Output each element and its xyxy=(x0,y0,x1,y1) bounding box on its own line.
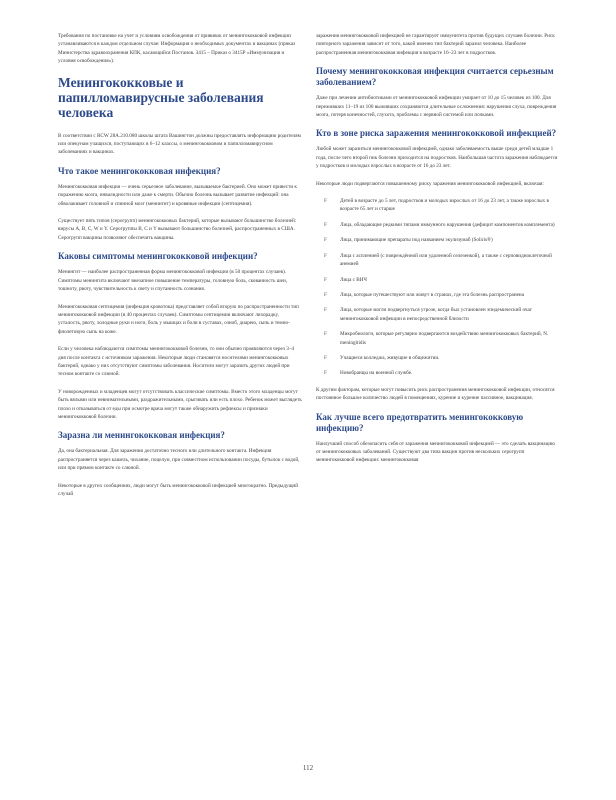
symptoms-paragraph-1: Менингит — наиболее распространенная форма менингококковой инфекции (в 50 процентах случаев). Симптомы менингита включают внезапное повышение температуры, головную боль, скованность шеи, тошноту, рвоту, чувствительность к свету и спутанность сознания. xyxy=(58,269,288,293)
what-paragraph-1: Менингококковая инфекция — очень серьезное заболевание, вызываемое бактерией. Оно может привести к поражению мозга, инвалидности или даже к смерти. Обычно болезнь вызывает развитие инфекций: она обволакивает головной и спинной мозг (менингит) и кровяные инфекции (септицемия). xyxy=(58,183,297,207)
risk-list xyxy=(316,197,560,378)
list-item: F Лица с ВИЧ xyxy=(316,276,560,284)
serious-paragraph: Даже при лечении антибиотиками от менингококковой инфекции умирает от 10 до 15 человек из 100. Для переживших 11–19 из 100 выживших сохраняются длительные осложнения: нарушения слуха, повреждения мозга, потеря конечностей, глухота, проблемы с нервной системой или почками. xyxy=(316,95,557,119)
symptoms-paragraph-3: Если у человека наблюдаются симптомы менингококковой болезни, то они обычно проявляются через 3–4 дня после контакта с источником заражения. Некоторые люди становятся носителями менингококковых бактерий, однако у них отсутствуют симптомы заболевания. Носители могут заразить других людей при тесном контакте со слюной. xyxy=(58,346,295,378)
page-title: Менингококковые и папилломавирусные заболевания человека xyxy=(58,74,264,120)
list-item: F Микробиологи, которые регулярно подвергаются воздействию менингококковых бактерий, N. meningitidis xyxy=(316,330,560,347)
list-item: F Детей в возрасте до 5 лет, подростков и молодых взрослых от 16 до 23 лет, а также взрослых в возрасте 65 лет и старше xyxy=(316,197,560,214)
symptoms-paragraph-4: У новорожденных и младенцев могут отсутствовать классические симптомы. Вместо этого младенцы могут быть вялыми или невнимательными, раздражительными, срыгивать или есть плохо. Ребенок может выглядеть плохо и отказываться от еды при осмотре врача могут также обнаружить рефлексы и признаки менингококковой болезни. xyxy=(58,388,302,420)
list-item: F Лица с аспленией (с повреждённой или удаленной селезенкой), а также с серповидноклеточной анемией xyxy=(316,252,560,269)
heading-symptoms: Каковы симптомы менингококковой инфекции? xyxy=(58,251,258,262)
heading-risk: Кто в зоне риска заражения менингококковой инфекцией? xyxy=(316,128,557,139)
list-item: F Учащиеся колледжа, живущие в общежитии. xyxy=(316,354,560,362)
heading-what-is: Что такое менингококковая инфекция? xyxy=(58,165,221,176)
list-item: F Новобранцы на военной службе. xyxy=(316,369,560,377)
contagious-paragraph-2: Некоторые в других сообщениях, люди могут быть менингококковой инфекцией многократно. Предыдущий случай xyxy=(58,482,298,497)
prevent-paragraph: Наилучший способ обезопасить себя от заражения менингококковой инфекцией — это сделать вакцинацию от менингококковых заболеваний. Существуют два типа вакцин против нескольких серогрупп менингококковой инфекции: менингококковая xyxy=(316,440,556,464)
risk-paragraph-2: Некоторые люди подвергаются повышенному риску заражения менингококковой инфекцией, включая: xyxy=(316,180,544,187)
list-item: F Лица, которые могли подвергнуться угрозе, когда был установлен эпидемический очаг менингококковой инфекции в непосредственной близости xyxy=(316,306,560,323)
list-item: F Лица, принимающие препараты под названием экулизумаб (Soliris®) xyxy=(316,236,560,244)
heading-contagious: Заразна ли менингококковая инфекция? xyxy=(58,430,225,441)
contagious-paragraph-1: Да, она бактериальная. Для заражения достаточно тесного или длительного контакта. Инфекция распространяется через кашель, чихание, поцелуи, при совместном использовании посуды, бутылок с водой, или при прямом контакте со слюной. xyxy=(58,448,300,472)
symptoms-paragraph-2: Менингококковая септицемия (инфекция кровотока) представляет собой вторую по распространенности тип менингококковой инфекции (в 40 процентах случаев). Симптомы септицемии включают лихорадку, усталость, рвоту, холодные руки и ноги, боль у мышцах и боли в суставах, озноб, диарею, сыпь и темно-фиолетовую сыпь на коже. xyxy=(58,303,299,335)
rcw-paragraph: В соответствии с RCW 28A.210.080 школы штата Вашингтон должны предоставлять информацию родителям или опекунам учащихся, поступающих в 6–12 классы, о менингококковом и папилломавирусном заболеваниях и вакцинах. xyxy=(58,132,301,156)
risk-paragraph-3: К другим факторам, которые могут повысить риск распространения менингококковой инфекции, относятся постоянное большое количество людей в помещениях, курение и курение пассивное, вакцинация. xyxy=(316,386,555,402)
intro-paragraph: Требования по постановке на учет и условиям освобождения от прививок от менингококковой инфекции устанавливаются в каждом отдельном случае: Информация о необходимых документах и вакцинах (приказ Министерства здравоохранения КПК, касающийся Постанов. 3415 – Приказ о 3415Р «Иммунизация и условия освобождения»). xyxy=(58,33,296,65)
risk-paragraph-1: Любой может заразиться менингококковой инфекцией, однако заболеваемость выше среди детей младше 1 года, после чего второй пик болезни приходится на подростков. Наибольшая частота заражения наблюдается у подростков и молодых взрослых в возрасте от 16 до 23 лет. xyxy=(316,146,558,170)
right-column xyxy=(316,32,560,474)
heading-serious: Почему менингококковая инфекция считается серьезным заболеванием? xyxy=(316,66,554,88)
list-item: F Лица, обладающие редкими типами иммунного нарушения (дефицит компонентов комплемента) xyxy=(316,221,560,229)
left-column xyxy=(58,32,302,507)
list-item: F Лица, которые путешествуют или живут в странах, где эта болезнь распространена xyxy=(316,291,560,299)
what-paragraph-2: Существует пять типов (серогрупп) менингококковых бактерий, которые вызывают большинство болезней: вирусы A, B, C, W и Y. Серогруппы B, C и Y вызывают большинство болезней, распространенных в США. Серогрупп вакцины позволяют обеспечить вакцины. xyxy=(58,218,297,241)
page-number: 112 xyxy=(302,764,314,772)
heading-prevent: Как лучше всего предотвратить менингококковую инфекцию? xyxy=(316,411,524,433)
continued-paragraph: заражения менингококковой инфекцией не гарантирует иммунитета против будущих случаев болезни. Риск повторного заражения зависит от того, какой именно тип бактерий заразил человека. Наиболее распространенная менингококковая инфекция в возрасте 16–23 лет в подростков. xyxy=(316,33,555,56)
